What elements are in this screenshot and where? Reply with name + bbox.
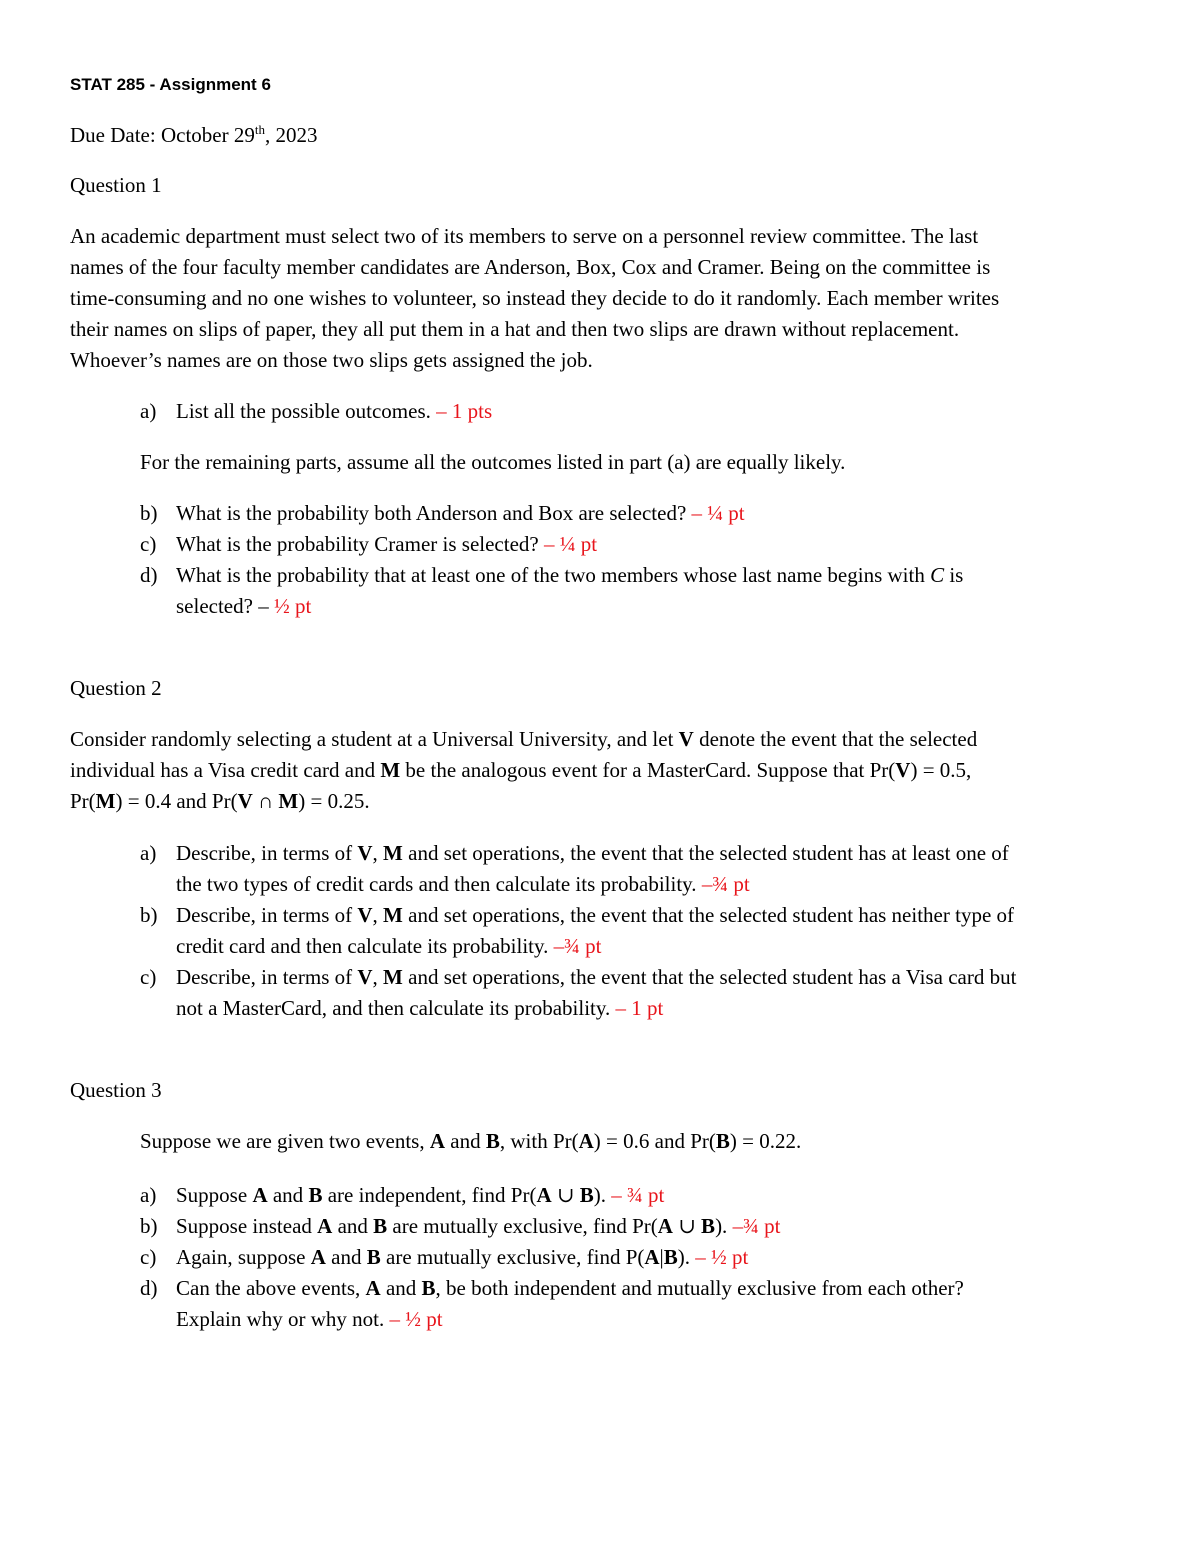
question-3-intro: Suppose we are given two events, A and B, with Pr(A) = 0.6 and Pr(B) = 0.22. xyxy=(140,1129,802,1153)
list-item: b) Suppose instead A and B are mutually exclusive, find Pr(A ∪ B). –¾ pt xyxy=(140,1214,781,1238)
list-item: d) Can the above events, A and B, be both independent and mutually exclusive from each other? Explain why or why not. – ½ pt xyxy=(140,1276,964,1331)
question-1-heading: Question 1 xyxy=(70,173,162,197)
question-2-heading: Question 2 xyxy=(70,676,162,700)
points-label: – ½ pt xyxy=(695,1245,749,1269)
points-label: –¾ pt xyxy=(553,934,602,958)
question-3-parts xyxy=(140,1180,1130,1335)
question-1-paragraph xyxy=(70,221,1130,376)
question-2-paragraph: Consider randomly selecting a student at a Universal University, and let V denote the event that the selected individual has a Visa credit card and M be the analogous event for a MasterCard. Suppose that Pr(V) = 0.5, Pr(M) = 0.4 and Pr(V ∩ M) = 0.25. xyxy=(70,727,978,813)
list-item: c) Describe, in terms of V, M and set operations, the event that the selected student has a Visa card but not a MasterCard, and then calculate its probability. – 1 pt xyxy=(140,965,1017,1020)
due-date: Due Date: October 29th, 2023 xyxy=(70,122,318,147)
list-item: a) Suppose A and B are independent, find Pr(A ∪ B). – ¾ pt xyxy=(140,1183,665,1207)
points-label: – ½ pt xyxy=(389,1307,443,1331)
paragraph-line: time-consuming and no one wishes to volunteer, so instead they decide to do it randomly. Each member writes xyxy=(70,286,1000,310)
list-item: c) Again, suppose A and B are mutually exclusive, find P(A|B). – ½ pt xyxy=(140,1245,749,1269)
points-label: –¾ pt xyxy=(732,1214,781,1238)
question-1-note: For the remaining parts, assume all the outcomes listed in part (a) are equally likely. xyxy=(140,450,846,474)
paragraph-line: names of the four faculty member candidates are Anderson, Box, Cox and Cramer. Being on the committee is xyxy=(70,255,991,279)
list-item: b) What is the probability both Anderson and Box are selected? – ¼ pt xyxy=(140,501,745,525)
paragraph-line: Whoever’s names are on those two slips gets assigned the job. xyxy=(70,348,593,372)
paragraph-line: An academic department must select two of its members to serve on a personnel review committee. The last xyxy=(70,224,979,248)
points-label: ½ pt xyxy=(273,594,312,618)
points-label: – ¾ pt xyxy=(611,1183,665,1207)
paragraph-line: their names on slips of paper, they all put them in a hat and then two slips are drawn without replacement. xyxy=(70,317,960,341)
points-label: – ¼ pt xyxy=(691,501,745,525)
question-1-parts xyxy=(140,498,1130,622)
list-item: a) Describe, in terms of V, M and set operations, the event that the selected student has at least one of the two types of credit cards and then calculate its probability. –¾ pt xyxy=(140,841,1009,896)
question-2-parts xyxy=(140,838,1130,1024)
points-label: – ¼ pt xyxy=(543,532,598,556)
list-item: a) List all the possible outcomes. – 1 pts xyxy=(140,399,493,423)
question-1-part-a xyxy=(140,396,1130,427)
list-item: b) Describe, in terms of V, M and set operations, the event that the selected student has neither type of credit card and then calculate its probability. –¾ pt xyxy=(140,903,1015,958)
points-label: – 1 pt xyxy=(615,996,664,1020)
points-label: –¾ pt xyxy=(701,872,750,896)
assignment-title: STAT 285 - Assignment 6 xyxy=(70,75,271,94)
list-item: d) What is the probability that at least one of the two members whose last name begins with C is selected? – ½ pt xyxy=(140,563,964,618)
points-label: – 1 pts xyxy=(436,399,493,423)
question-3-heading: Question 3 xyxy=(70,1078,162,1102)
list-item: c) What is the probability Cramer is selected? – ¼ pt xyxy=(140,532,598,556)
